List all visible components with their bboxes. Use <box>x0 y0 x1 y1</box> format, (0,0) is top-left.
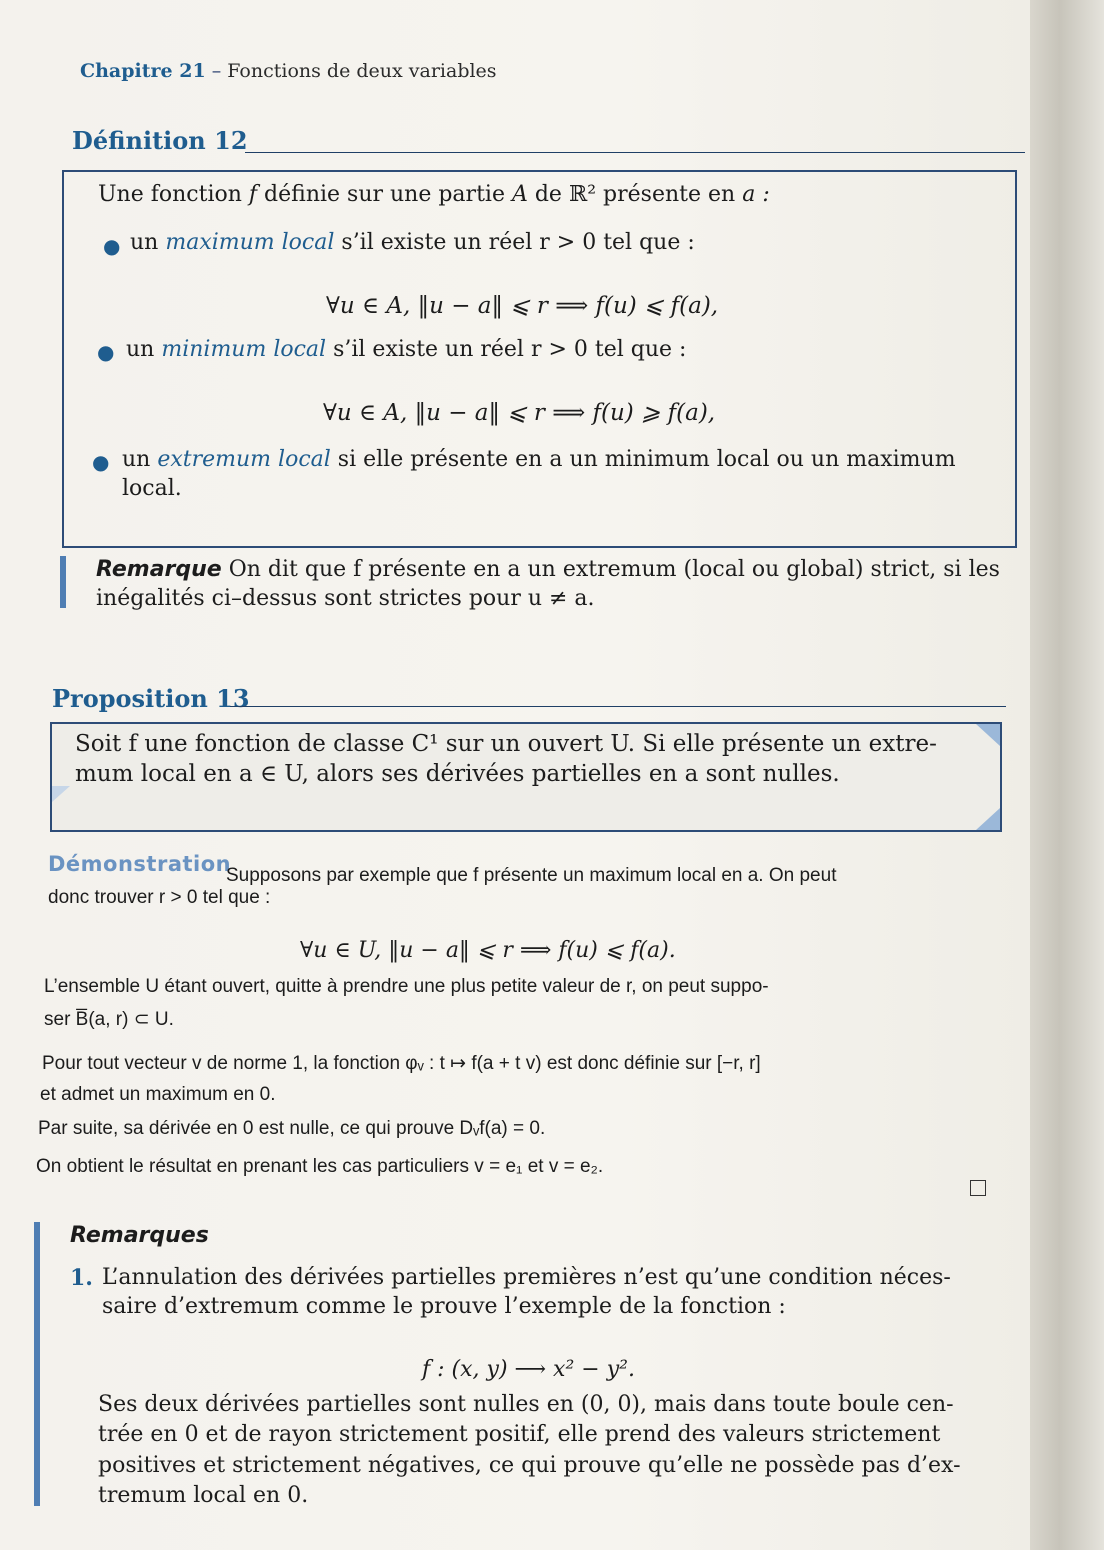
definition-item-extremum: un extremum local si elle présente en a un minimum local ou un maximum local. <box>122 447 956 501</box>
demo-line: donc trouver r > 0 tel que : <box>48 887 271 908</box>
corner-decoration <box>976 808 1000 830</box>
demo-title: Démonstration <box>48 852 232 876</box>
definition-item-max: un maximum local s’il existe un réel r > 0 tel que : <box>130 230 695 255</box>
remarks-paragraph: Ses deux dérivées partielles sont nulles en (0, 0), mais dans toute boule cen- trée en 0 et de rayon strictement positif, elle prend des valeurs strictement positives et strictement négatives, ce qui prouve qu’elle ne possède pas d’ex- tremum local en 0. <box>98 1392 961 1509</box>
remark-bar <box>60 556 66 608</box>
running-header <box>80 60 497 82</box>
header-separator: – <box>211 60 222 82</box>
chapter-label: Chapitre 21 <box>80 60 206 82</box>
bullet-icon: ● <box>103 234 121 258</box>
proposition-title: Proposition 13 <box>52 684 250 713</box>
qed-square-icon <box>970 1180 986 1196</box>
demo-formula: ∀u ∈ U, ‖u − a‖ ⩽ r ⟹ f(u) ⩽ f(a). <box>300 938 676 963</box>
demo-line: et admet un maximum en 0. <box>40 1084 276 1105</box>
formula-max: ∀u ∈ A, ‖u − a‖ ⩽ r ⟹ f(u) ⩽ f(a), <box>326 293 719 319</box>
bullet-icon: ● <box>97 340 115 364</box>
definition-title: Définition 12 <box>72 126 248 155</box>
proposition-rule <box>230 706 1006 707</box>
remark-paragraph: Remarque On dit que f présente en a un extremum (local ou global) strict, si les inégalités ci–dessus sont strictes pour u ≠ a. <box>96 557 1000 611</box>
remarks-bar <box>34 1222 40 1506</box>
demo-line: ser B̅(a, r) ⊂ U. <box>44 1009 174 1030</box>
chapter-subtitle: Fonctions de deux variables <box>227 60 497 82</box>
remarks-title: Remarques <box>70 1223 209 1248</box>
definition-rule <box>245 152 1025 153</box>
proposition-text: Soit f une fonction de classe C¹ sur un ouvert U. Si elle présente un extre- mum local en a ∈ U, alors ses dérivées partielles en a sont nulles. <box>75 731 937 787</box>
bullet-icon: ● <box>92 450 110 474</box>
demo-line: Supposons par exemple que f présente un maximum local en a. On peut <box>226 865 837 886</box>
definition-item-min: un minimum local s’il existe un réel r > 0 tel que : <box>126 337 687 362</box>
page-edge <box>1030 0 1104 1550</box>
demo-line: Par suite, sa dérivée en 0 est nulle, ce qui prouve Dᵥf(a) = 0. <box>38 1118 546 1139</box>
demo-line: On obtient le résultat en prenant les cas particuliers v = e₁ et v = e₂. <box>36 1156 604 1177</box>
demo-line: L’ensemble U étant ouvert, quitte à prendre une plus petite valeur de r, on peut suppo- <box>44 976 769 997</box>
remarks-item-text: L’annulation des dérivées partielles premières n’est qu’une condition néces- saire d’extremum comme le prouve l’exemple de la fonction : <box>102 1265 951 1319</box>
remarks-formula: f : (x, y) ⟶ x² − y². <box>422 1357 635 1382</box>
remarks-item-number: 1. <box>70 1265 93 1291</box>
remark-title: Remarque <box>96 557 222 582</box>
corner-decoration <box>52 786 70 802</box>
definition-intro: Une fonction f définie sur une partie A de ℝ² présente en a : <box>98 182 770 207</box>
formula-min: ∀u ∈ A, ‖u − a‖ ⩽ r ⟹ f(u) ⩾ f(a), <box>323 400 716 426</box>
demo-line: Pour tout vecteur v de norme 1, la fonction φᵥ : t ↦ f(a + t v) est donc définie sur [−r, r] <box>42 1053 761 1074</box>
